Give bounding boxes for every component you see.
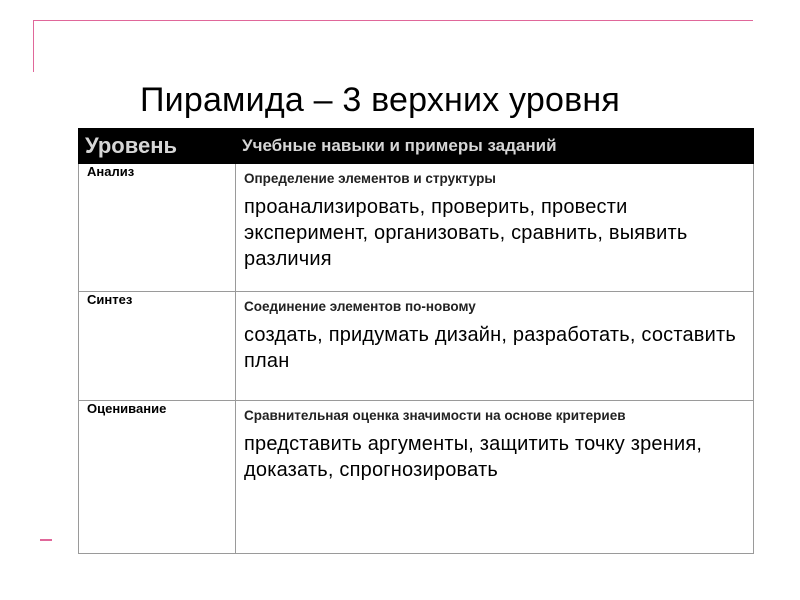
level-description: Сравнительная оценка значимости на основе критериев: [244, 408, 626, 423]
level-name: Анализ: [79, 164, 236, 292]
table-row: [79, 401, 754, 554]
level-body: [236, 401, 754, 554]
level-body: [236, 164, 754, 292]
level-name: Оценивание: [79, 401, 236, 554]
level-examples: создать, придумать дизайн, разработать, составить план: [244, 324, 736, 372]
decorative-left-line: [33, 20, 34, 72]
level-examples: проанализировать, проверить, провести эксперимент, организовать, сравнить, выявить различия: [244, 196, 688, 270]
table-header-row: [79, 129, 754, 164]
level-body: [236, 292, 754, 401]
decorative-dash: [40, 539, 52, 541]
level-examples: представить аргументы, защитить точку зрения, доказать, спрогнозировать: [244, 433, 703, 481]
level-description: Соединение элементов по-новому: [244, 299, 476, 314]
table-row: [79, 292, 754, 401]
header-skills: Учебные навыки и примеры заданий: [236, 129, 754, 164]
table-row: [79, 164, 754, 292]
decorative-top-line: [33, 20, 753, 21]
header-level: Уровень: [79, 129, 236, 164]
levels-table: [78, 128, 754, 554]
level-description: Определение элементов и структуры: [244, 171, 496, 186]
level-name: Синтез: [79, 292, 236, 401]
slide-title: Пирамида – 3 верхних уровня: [140, 81, 620, 119]
